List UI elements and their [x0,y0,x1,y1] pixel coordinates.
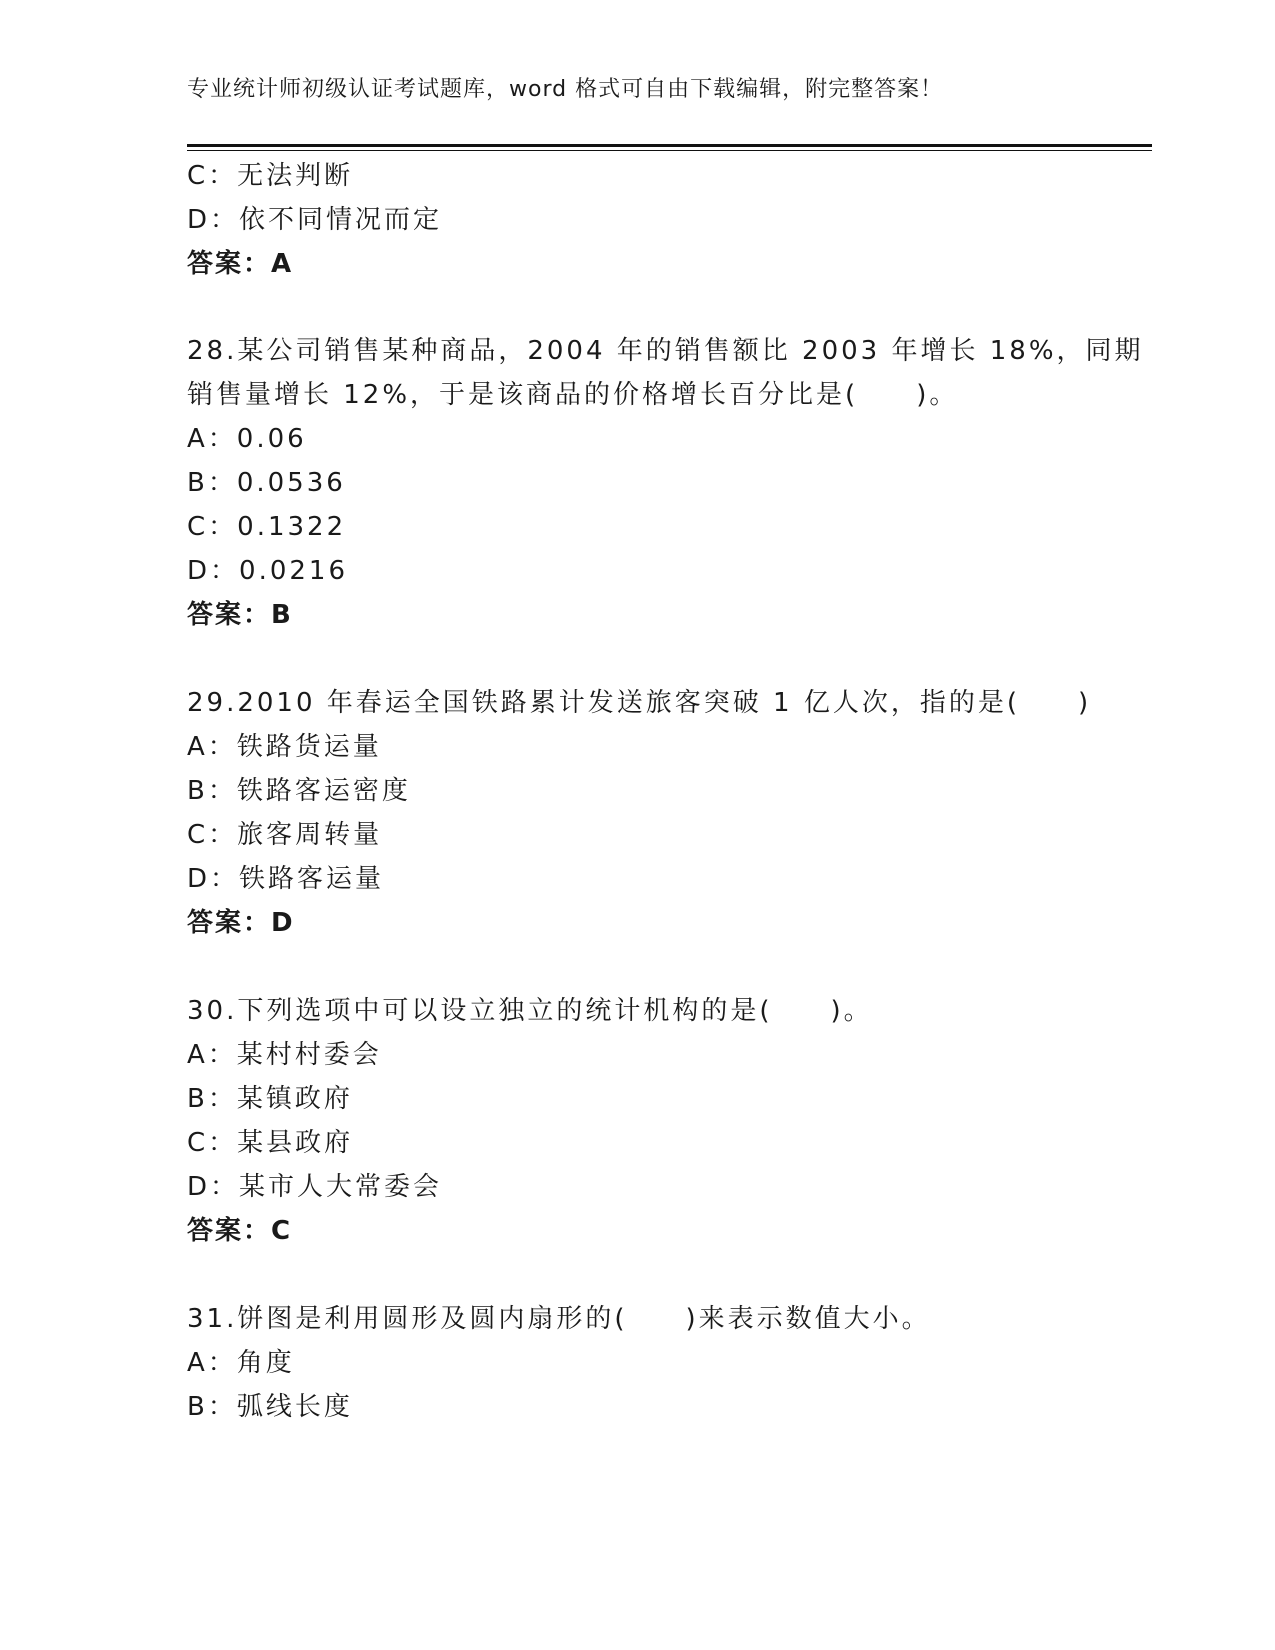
question-30: 30.下列选项中可以设立独立的统计机构的是( )。 [187,996,873,1026]
question-29: 29.2010 年春运全国铁路累计发送旅客突破 1 亿人次，指的是( ) [187,688,1092,718]
question-31: 31.饼图是利用圆形及圆内扇形的( )来表示数值大小。 [187,1304,931,1334]
option-d: D：铁路客运量 [187,864,385,894]
option-a: A：某村村委会 [187,1040,382,1070]
option-b: B：0.0536 [187,468,346,498]
question-28-line-2: 销售量增长 12%，于是该商品的价格增长百分比是( )。 [187,380,959,410]
answer-29: 答案：D [187,908,295,938]
option-a: A：角度 [187,1348,295,1378]
question-28-line-1: 28.某公司销售某种商品，2004 年的销售额比 2003 年增长 18%，同期 [187,336,1144,366]
option-d: D：0.0216 [187,556,348,586]
answer-28: 答案：B [187,600,293,630]
header-rule-thick [187,144,1152,147]
option-c: C：旅客周转量 [187,820,383,850]
option-d: D：依不同情况而定 [187,205,443,235]
option-a: A：0.06 [187,424,307,454]
option-a: A：铁路货运量 [187,732,382,762]
option-b: B：铁路客运密度 [187,776,411,806]
option-c: C：0.1322 [187,512,347,542]
answer-27: 答案：A [187,249,294,279]
option-c: C：某县政府 [187,1128,354,1158]
option-c: C：无法判断 [187,161,354,191]
answer-30: 答案：C [187,1216,293,1246]
header-rule-thin [187,150,1152,151]
page-header: 专业统计师初级认证考试题库，word 格式可自由下载编辑，附完整答案！ [187,77,944,102]
option-d: D：某市人大常委会 [187,1172,443,1202]
option-b: B：弧线长度 [187,1392,353,1422]
option-b: B：某镇政府 [187,1084,353,1114]
